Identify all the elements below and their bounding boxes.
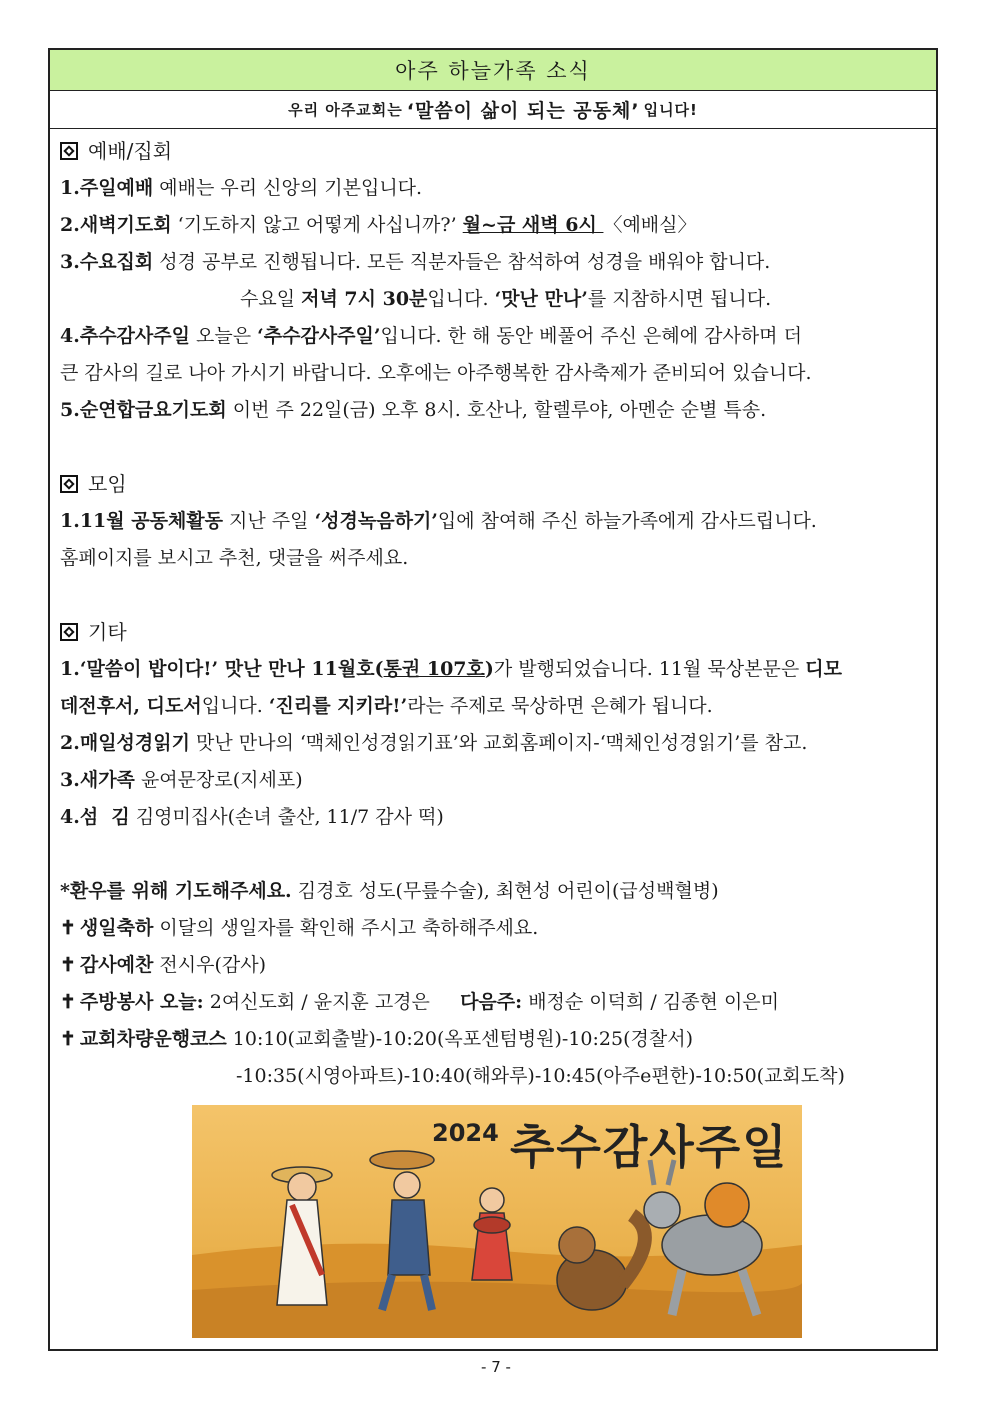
- etc-item-3: [60, 762, 932, 799]
- item-highlight: 디모: [805, 658, 842, 680]
- section-etc: [60, 614, 932, 651]
- spacer: [60, 429, 932, 466]
- section-bullet-icon: [60, 475, 78, 493]
- item-text: 입니다. 한 해 동안 베풀어 주신 은혜에 감사하며 더: [380, 325, 802, 347]
- item-text: 배정순 이덕희 / 김종현 이은미: [522, 991, 780, 1013]
- item-title: 주방봉사 오늘:: [79, 991, 204, 1013]
- item-text: 2여신도회 / 윤지훈 고경은: [203, 991, 461, 1013]
- item-highlight: ‘성경녹음하기’: [314, 510, 438, 532]
- content: [50, 129, 936, 1095]
- item-text: 를 지참하시면 됩니다.: [587, 288, 772, 310]
- item-title: 생일축하: [79, 917, 154, 939]
- item-title: 교회차량운행코스: [79, 1028, 227, 1050]
- item-title: 3.수요집회: [60, 251, 154, 273]
- item-title: 5.순연합금요기도회: [60, 399, 227, 421]
- item-highlight: ‘진리를 지키라!’: [268, 695, 408, 717]
- section-heading: 기타: [88, 620, 127, 644]
- item-title: *환우를 위해 기도해주세요.: [60, 880, 292, 902]
- worship-item-5: [60, 392, 932, 429]
- item-text: 라는 주제로 묵상하면 은혜가 됩니다.: [407, 695, 713, 717]
- meeting-item-1-cont: 홈페이지를 보시고 추천, 댓글을 써주세요.: [60, 547, 409, 569]
- item-title: 1.주일예배: [60, 177, 154, 199]
- etc-item-4: [60, 799, 932, 836]
- item-text: 이번 주 22일(금) 오후 8시. 호산나, 할렐루야, 아멘순 순별 특송.: [226, 399, 767, 421]
- prayer-request: [60, 873, 932, 910]
- etc-item-1: [60, 651, 932, 688]
- item-text: 지난 주일: [223, 510, 315, 532]
- item-text: 오늘은: [189, 325, 258, 347]
- cross-icon: ✝: [60, 1028, 76, 1050]
- motto-post: 입니다!: [643, 101, 698, 119]
- section-heading: 모임: [88, 472, 127, 496]
- worship-item-3-cont: [60, 281, 932, 318]
- item-title: 1.‘말씀이 밥이다!’ 맛난 만나 11월호(: [60, 658, 384, 680]
- birthday-note: [60, 910, 932, 947]
- item-title: 2.새벽기도회: [60, 214, 172, 236]
- etc-item-1-cont: [60, 688, 932, 725]
- item-title: ): [484, 658, 494, 680]
- motto: [50, 91, 936, 129]
- thanksgiving-banner: [192, 1105, 802, 1338]
- item-text: 10:10(교회출발)-10:20(옥포센텀병원)-10:25(경찰서): [226, 1028, 693, 1050]
- worship-item-2: [60, 207, 932, 244]
- banner-year: 2024: [432, 1119, 499, 1147]
- worship-item-3: [60, 244, 932, 281]
- item-highlight: 저녁 7시 30분: [301, 288, 428, 310]
- section-bullet-icon: [60, 623, 78, 641]
- item-title: 감사예찬: [79, 954, 154, 976]
- item-text: 가 발행되었습니다. 11월 묵상본문은: [493, 658, 806, 680]
- item-title: 4.섬 김: [60, 806, 130, 828]
- meeting-item-1: [60, 503, 932, 540]
- cross-icon: ✝: [60, 954, 76, 976]
- item-text: 맛난 만나의 ‘맥체인성경읽기표’와 교회홈페이지-‘맥체인성경읽기’를 참고.: [189, 732, 808, 754]
- item-title: 2.매일성경읽기: [60, 732, 190, 754]
- etc-item-2: [60, 725, 932, 762]
- item-text: 김경호 성도(무릎수술), 최현성 어린이(급성백혈병): [291, 880, 719, 902]
- worship-item-4-cont: 큰 감사의 길로 나아 가시기 바랍니다. 오후에는 아주행복한 감사축제가 준비되어 있습니다.: [60, 362, 812, 384]
- girl-figure-icon: [472, 1188, 512, 1280]
- worship-item-1: [60, 170, 932, 207]
- banner-title: 추수감사주일: [510, 1120, 789, 1174]
- item-text: 성경 공부로 진행됩니다. 모든 직분자들은 참석하여 성경을 배워야 합니다.: [153, 251, 771, 273]
- motto-highlight: ‘말씀이 삶이 되는 공동체’: [406, 100, 640, 122]
- page-title: 아주 하늘가족 소식: [50, 50, 936, 91]
- item-text: 수요일: [240, 288, 302, 310]
- item-text: ‘기도하지 않고 어떻게 사십니까?’: [171, 214, 463, 236]
- cross-icon: ✝: [60, 991, 76, 1013]
- section-bullet-icon: [60, 142, 78, 160]
- cross-icon: ✝: [60, 917, 76, 939]
- item-title: 4.추수감사주일: [60, 325, 190, 347]
- page-number: - 7 -: [481, 1358, 511, 1376]
- item-highlight: 데전후서, 디도서: [60, 695, 202, 717]
- item-highlight: ‘추수감사주일’: [257, 325, 381, 347]
- item-text: 예배는 우리 신앙의 기본입니다.: [153, 177, 423, 199]
- item-text: 윤여문장로(지세포): [134, 769, 303, 791]
- item-title: 1.11월 공동체활동: [60, 510, 224, 532]
- section-worship: [60, 133, 932, 170]
- bulletin-frame: [48, 48, 938, 1351]
- item-highlight: ‘맛난 만나’: [494, 288, 588, 310]
- item-highlight: 통권 107호: [383, 658, 485, 680]
- item-text: 전시우(감사): [153, 954, 266, 976]
- item-text: 입에 참여해 주신 하늘가족에게 감사드립니다.: [437, 510, 817, 532]
- item-text: 김영미집사(손녀 출산, 11/7 감사 떡): [129, 806, 444, 828]
- praise-note: [60, 947, 932, 984]
- section-heading: 예배/집회: [88, 139, 173, 163]
- worship-item-4: [60, 318, 932, 355]
- spacer: [60, 577, 932, 614]
- bus-route-cont: -10:35(시영아파트)-10:40(해와루)-10:45(아주e편한)-10:50(교회도착): [236, 1065, 845, 1087]
- bus-route-note: [60, 1021, 932, 1058]
- item-highlight: 월~금 새벽 6시: [462, 214, 604, 236]
- item-text: 입니다.: [427, 288, 495, 310]
- item-title: 다음주:: [460, 991, 523, 1013]
- item-title: 3.새가족: [60, 769, 135, 791]
- section-meeting: [60, 466, 932, 503]
- spacer: [60, 836, 932, 873]
- kitchen-note: [60, 984, 932, 1021]
- farmer-figure-icon: [272, 1167, 332, 1305]
- item-text: 〈예배실〉: [603, 214, 697, 236]
- item-text: 이달의 생일자를 확인해 주시고 축하해주세요.: [153, 917, 539, 939]
- item-text: 입니다.: [201, 695, 269, 717]
- motto-pre: 우리 아주교회는: [288, 101, 403, 119]
